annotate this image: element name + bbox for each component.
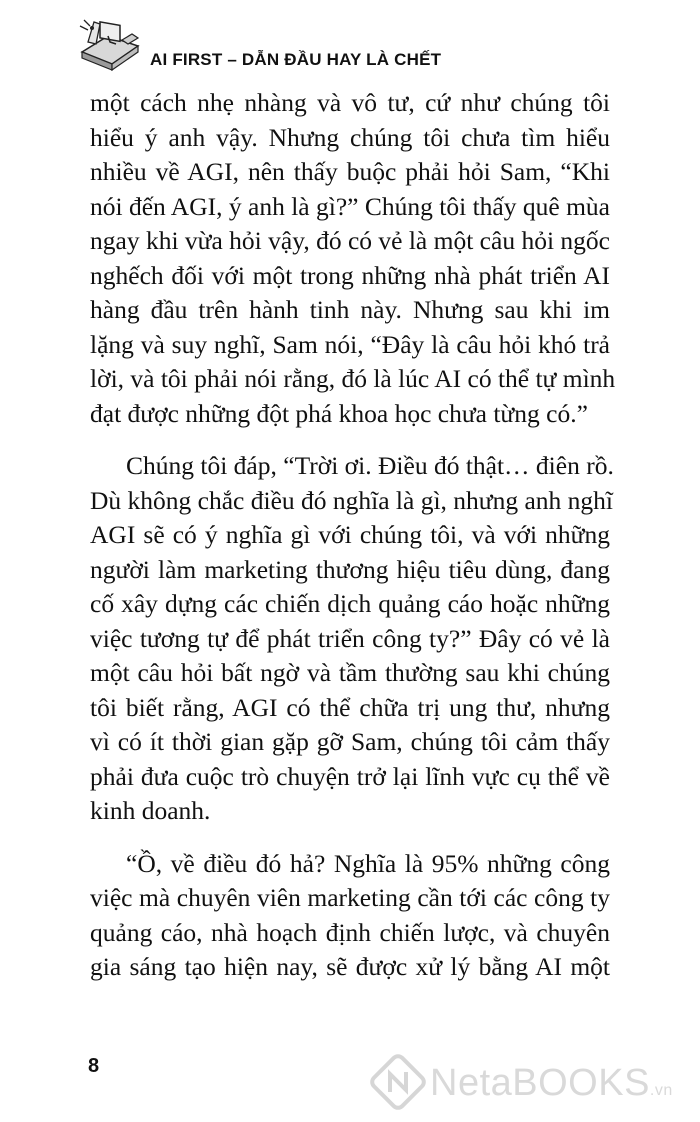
text-line: Chúng tôi đáp, “Trời ơi. Điều đó thật… điên rồ. <box>126 451 614 480</box>
watermark <box>368 1048 688 1114</box>
text-line: một câu hỏi bất ngờ và tầm thường sau khi chúng <box>90 658 610 687</box>
watermark-suffix: .vn <box>649 1082 673 1099</box>
text-line: phải đưa cuộc trò chuyện trở lại lĩnh vực cụ thể về <box>90 761 610 791</box>
text-line: lời, và tôi phải nói rằng, đó là lúc AI có thể tự mình <box>90 364 616 393</box>
text-line: nhiều về AGI, nên thấy buộc phải hỏi Sam, “Khi <box>90 157 610 186</box>
text-line: kinh doanh. <box>90 796 211 825</box>
text-line: việc mà chuyên viên marketing cần tới các công ty <box>90 883 610 912</box>
body-text <box>90 86 616 1003</box>
paragraph <box>90 449 614 829</box>
page-number: 8 <box>88 1055 100 1077</box>
text-line: ngay khi vừa hỏi vậy, đó có vẻ là một câu hỏi ngốc <box>90 226 610 255</box>
text-line: gia sáng tạo hiện nay, sẽ được xử lý bằng AI một <box>90 952 610 981</box>
text-line: một cách nhẹ nhàng và vô tư, cứ như chúng tôi <box>90 88 610 117</box>
text-line: đạt được những đột phá khoa học chưa từng có.” <box>90 398 588 428</box>
page-header <box>78 12 638 76</box>
watermark-logo-icon <box>368 1052 428 1112</box>
text-line: lặng và suy nghĩ, Sam nói, “Đây là câu hỏi khó trả <box>90 329 610 359</box>
text-line: hiểu ý anh vậy. Nhưng chúng tôi chưa tìm hiểu <box>90 122 610 152</box>
text-line: quảng cáo, nhà hoạch định chiến lược, và chuyên <box>90 917 610 947</box>
paragraph <box>90 847 610 985</box>
text-line: nghếch đối với một trong những nhà phát triển AI <box>90 260 610 290</box>
text-line: vì có ít thời gian gặp gỡ Sam, chúng tôi cảm thấy <box>90 727 610 756</box>
text-line: tôi biết rằng, AGI có thể chữa trị ung thư, nhưng <box>90 692 610 722</box>
text-line: cố xây dựng các chiến dịch quảng cáo hoặc những <box>90 589 610 618</box>
text-line: việc tương tự để phát triển công ty?” Đây có vẻ là <box>90 623 610 653</box>
paragraph <box>90 86 616 431</box>
running-title: AI FIRST – DẪN ĐẦU HAY LÀ CHẾT <box>150 50 442 69</box>
text-line: nói đến AGI, ý anh là gì?” Chúng tôi thấy quê mùa <box>90 191 610 221</box>
text-line: AGI sẽ có ý nghĩa gì với chúng tôi, và với những <box>90 520 610 549</box>
watermark-text <box>430 1062 673 1105</box>
watermark-brand: NetaBOOKS <box>430 1062 650 1104</box>
text-line: người làm marketing thương hiệu tiêu dùng, đang <box>90 554 610 584</box>
text-line: Dù không chắc điều đó nghĩa là gì, nhưng anh nghĩ <box>90 485 614 515</box>
header-illustration-icon <box>78 12 150 76</box>
text-line: hàng đầu trên hành tinh này. Nhưng sau khi im <box>90 295 610 324</box>
text-line: “Ồ, về điều đó hả? Nghĩa là 95% những công <box>126 848 610 878</box>
